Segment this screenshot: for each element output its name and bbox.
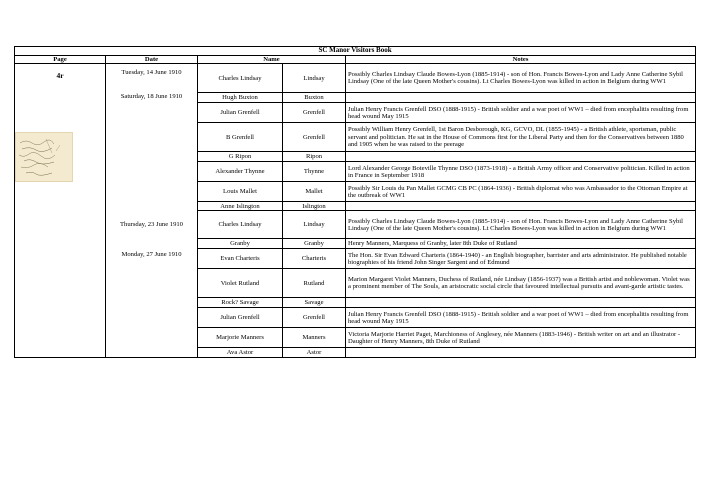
header-notes: Notes [346,56,696,64]
visitor-name: Charles Lindsay [198,211,283,239]
visitor-notes [346,348,696,358]
visitor-name: Julian Grenfell [198,308,283,328]
row-date [106,182,198,202]
visitor-name: Marjorie Manners [198,328,283,348]
row-date: Thursday, 23 June 1910 [106,211,198,239]
visitor-surname: Grenfell [283,103,346,123]
visitor-notes: Lord Alexander George Boteville Thynne DSO (1873-1918) - a British Army officer and Conservative politician. Killed in action in France in September 1918 [346,162,696,182]
row-date [106,152,198,162]
visitor-surname: Grenfell [283,308,346,328]
header-page: Page [15,56,106,64]
visitor-name: Rock? Savage [198,298,283,308]
row-date [106,308,198,328]
visitors-book-table [14,46,696,358]
visitor-surname: Rutland [283,269,346,298]
visitor-notes [346,152,696,162]
visitor-notes [346,202,696,211]
visitor-notes: Henry Manners, Marquess of Granby, later 8th Duke of Rutland [346,239,696,249]
row-date [106,328,198,348]
page-reference: 4r [15,64,106,358]
visitor-surname: Charteris [283,249,346,269]
header-name: Name [198,56,346,64]
visitor-notes: Possibly William Henry Grenfell, 1st Baron Desborough, KG, GCVO, DL (1855-1945) - a British athlete, sportsman, public servant and politician. He sat in the House of Commons first for the Liberal Party and then for the Conservatives between 1880 and 1905 when he was raised to the peerage [346,123,696,152]
visitor-surname: Thynne [283,162,346,182]
row-date [106,239,198,249]
signatures-scribble [16,133,72,181]
row-date: Saturday, 18 June 1910 [106,93,198,103]
header-date: Date [106,56,198,64]
visitor-name: Violet Rutland [198,269,283,298]
row-date [106,123,198,152]
row-date [106,269,198,298]
row-date: Tuesday, 14 June 1910 [106,64,198,93]
visitor-surname: Mallet [283,182,346,202]
visitor-name: Granby [198,239,283,249]
visitor-name: Alexander Thynne [198,162,283,182]
visitor-name: Charles Lindsay [198,64,283,93]
row-date [106,103,198,123]
visitor-surname: Lindsay [283,211,346,239]
visitor-notes: Possibly Charles Lindsay Claude Bowes-Lyon (1885-1914) - son of Hon. Francis Bowes-Lyon and Lady Anne Catherine Sybil Lindsay (One of the late Queen Mother's cousins). Lt Charles Bowes-Lyon was killed in action in Belgium during WW1 [346,64,696,93]
visitor-name: Louis Mallet [198,182,283,202]
table-title: SC Manor Visitors Book [15,47,696,56]
row-date [106,202,198,211]
visitor-surname: Astor [283,348,346,358]
visitor-name: G Ripon [198,152,283,162]
visitor-name: B Grenfell [198,123,283,152]
visitor-surname: Grenfell [283,123,346,152]
row-date: Monday, 27 June 1910 [106,249,198,269]
visitor-notes: Julian Henry Francis Grenfell DSO (1888-1915) - British soldier and a war poet of WW1 – died from encephalitis resulting from head wound May 1915 [346,103,696,123]
visitor-notes: Marion Margaret Violet Manners, Duchess of Rutland, née Lindsay (1856-1937) was a British artist and noblewoman. Violet was a prominent member of The Souls, an aristocratic social circle that favoured intellectual pursuits and avant-garde artistic tastes. [346,269,696,298]
visitor-surname: Lindsay [283,64,346,93]
visitor-surname: Granby [283,239,346,249]
row-date [106,298,198,308]
row-date [106,348,198,358]
visitor-surname: Islington [283,202,346,211]
visitor-surname: Ripon [283,152,346,162]
visitor-notes: The Hon. Sir Evan Edward Charteris (1864-1940) - an English biographer, barrister and arts administrator. He published notable biographies of his friend John Singer Sargent and of Edmund [346,249,696,269]
visitor-surname: Buxton [283,93,346,103]
visitor-name: Evan Charteris [198,249,283,269]
visitor-name: Anne Islington [198,202,283,211]
visitor-notes: Victoria Marjorie Harriet Paget, Marchioness of Anglesey, née Manners (1883-1946) - British writer on art and an illustrator - Daughter of Henry Manners, 8th Duke of Rutland [346,328,696,348]
visitor-notes: Julian Henry Francis Grenfell DSO (1888-1915) - British soldier and a war poet of WW1 – died from encephalitis resulting from head wound May 1915 [346,308,696,328]
visitor-notes: Possibly Charles Lindsay Claude Bowes-Lyon (1885-1914) - son of Hon. Francis Bowes-Lyon and Lady Anne Catherine Sybil Lindsay (One of the late Queen Mother's cousins). Lt Charles Bowes-Lyon was killed in action in Belgium during WW1 [346,211,696,239]
visitor-surname: Manners [283,328,346,348]
visitor-name: Ava Astor [198,348,283,358]
visitor-notes [346,93,696,103]
row-date [106,162,198,182]
signatures-image [15,132,73,182]
visitor-surname: Savage [283,298,346,308]
visitor-name: Hugh Buxton [198,93,283,103]
visitor-notes: Possibly Sir Louis du Pan Mallet GCMG CB PC (1864-1936) - British diplomat who was Ambassador to the Ottoman Empire at the outbreak of WW1 [346,182,696,202]
visitor-notes [346,298,696,308]
visitor-name: Julian Grenfell [198,103,283,123]
